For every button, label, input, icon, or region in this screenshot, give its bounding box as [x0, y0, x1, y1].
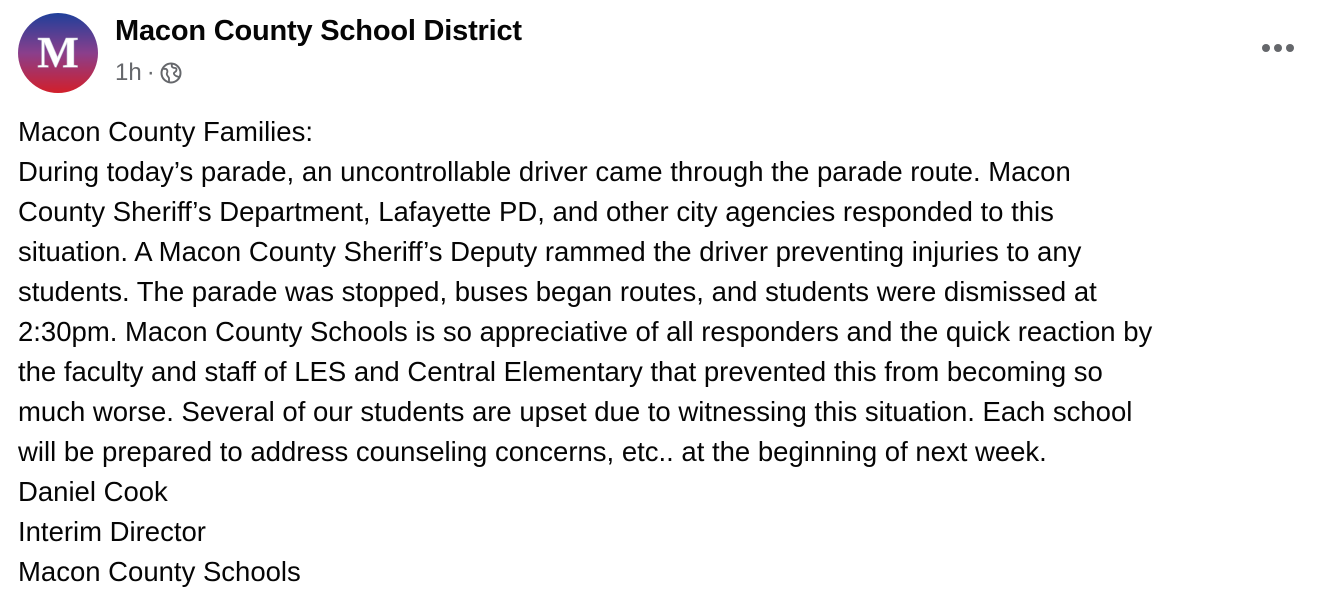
- signature-organization: Macon County Schools: [18, 556, 301, 587]
- post-body-line: much worse. Several of our students are upset due to witnessing this situation. Each school: [18, 396, 1133, 427]
- post-body-line: the faculty and staff of LES and Central Elementary that prevented this from becoming so: [18, 356, 1103, 387]
- more-options-icon[interactable]: [1256, 36, 1300, 60]
- post-body-line: will be prepared to address counseling concerns, etc.. at the beginning of next week.: [18, 436, 1047, 467]
- post-body-line: situation. A Macon County Sheriff’s Deputy rammed the driver preventing injuries to any: [18, 236, 1082, 267]
- meta-separator: ·: [146, 59, 155, 86]
- signature-name: Daniel Cook: [18, 476, 168, 507]
- avatar[interactable]: [18, 13, 98, 93]
- page-name[interactable]: Macon County School District: [115, 15, 522, 47]
- post-body-line: 2:30pm. Macon County Schools is so appreciative of all responders and the quick reaction by: [18, 316, 1153, 347]
- post-meta: [115, 58, 182, 88]
- globe-icon: [160, 62, 182, 84]
- timestamp[interactable]: 1h: [115, 59, 142, 86]
- district-logo: [18, 13, 98, 93]
- post-greeting: Macon County Families:: [18, 116, 313, 147]
- signature-title: Interim Director: [18, 516, 206, 547]
- post-body-line: County Sheriff’s Department, Lafayette PD, and other city agencies responded to this: [18, 196, 1054, 227]
- post-body-line: students. The parade was stopped, buses began routes, and students were dismissed at: [18, 276, 1097, 307]
- avatar-letter: M: [37, 28, 79, 77]
- post-body-line: During today’s parade, an uncontrollable driver came through the parade route. Macon: [18, 156, 1071, 187]
- post-body: [18, 112, 1323, 592]
